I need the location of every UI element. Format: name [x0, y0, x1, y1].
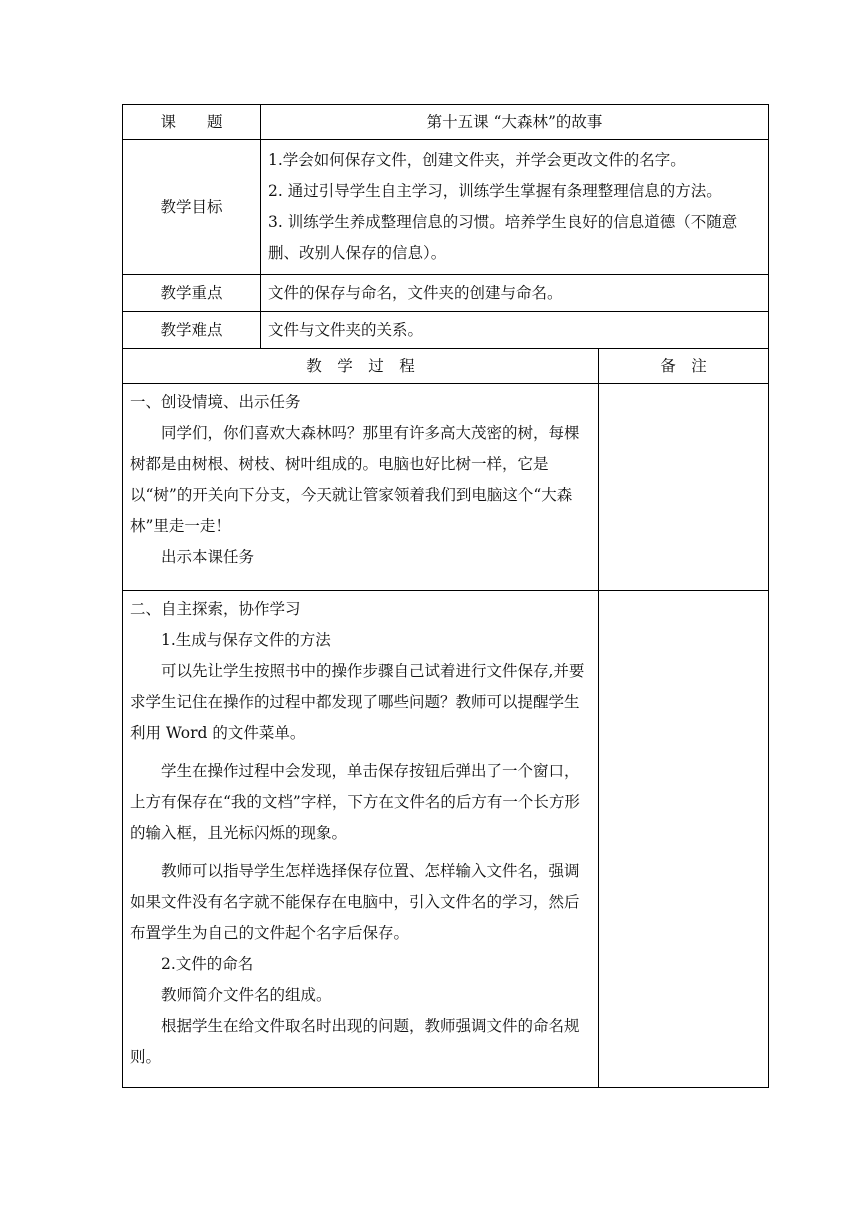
- section2-subheading: 1.生成与保存文件的方法: [161, 631, 331, 649]
- section2-paragraph: 学生在操作过程中会发现，单击保存按钮后弹出了一个窗口，上方有保存在“我的文档”字样，下方在文件名的后方有一个长方形的输入框，且光标闪烁的现象。: [130, 762, 580, 842]
- lesson-plan-table: [122, 104, 769, 1088]
- section1-notes: [599, 384, 769, 591]
- topic-row: [123, 105, 769, 140]
- difficulties-label: 教学难点: [123, 312, 261, 349]
- difficulties-value: 文件与文件夹的关系。: [261, 312, 769, 349]
- process-header-row: [123, 349, 769, 384]
- section1-paragraph: 出示本课任务: [161, 548, 255, 566]
- section2-notes: [599, 591, 769, 1088]
- section1-paragraph: 同学们，你们喜欢大森林吗？那里有许多高大茂密的树，每棵树都是由树根、树枝、树叶组成的。电脑也好比树一样，它是以“树”的开关向下分支，今天就让管家领着我们到电脑这个“大森林”里走一走！: [130, 424, 580, 535]
- section2-paragraph: 教师简介文件名的组成。: [161, 986, 332, 1004]
- goal-item: 1.学会如何保存文件，创建文件夹，并学会更改文件的名字。: [268, 151, 686, 169]
- topic-value: 第十五课 “大森林”的故事: [261, 105, 769, 140]
- difficulties-row: [123, 312, 769, 349]
- goals-content: [261, 140, 769, 275]
- section1-title: 一、创设情境、出示任务: [130, 393, 301, 411]
- key-points-value: 文件的保存与命名，文件夹的创建与命名。: [261, 275, 769, 312]
- process-header: 教 学 过 程: [123, 349, 599, 384]
- section2-row: [123, 591, 769, 1088]
- topic-label: 课 题: [123, 105, 261, 140]
- section1-content: [123, 384, 599, 591]
- section2-title: 二、自主探索，协作学习: [130, 600, 301, 618]
- section2-paragraph: 根据学生在给文件取名时出现的问题，教师强调文件的命名规则。: [130, 1017, 580, 1066]
- notes-header: 备 注: [599, 349, 769, 384]
- key-points-label: 教学重点: [123, 275, 261, 312]
- goal-item: 2. 通过引导学生自主学习，训练学生掌握有条理整理信息的方法。: [268, 182, 722, 200]
- goal-item: 3. 训练学生养成整理信息的习惯。培养学生良好的信息道德（不随意删、改别人保存的信息）。: [268, 213, 738, 262]
- section2-content: [123, 591, 599, 1088]
- section1-row: [123, 384, 769, 591]
- section2-paragraph: 教师可以指导学生怎样选择保存位置、怎样输入文件名，强调如果文件没有名字就不能保存在电脑中，引入文件名的学习，然后布置学生为自己的文件起个名字后保存。: [130, 862, 580, 942]
- section2-paragraph: 可以先让学生按照书中的操作步骤自己试着进行文件保存,并要求学生记住在操作的过程中都发现了哪些问题？教师可以提醒学生利用 Word 的文件菜单。: [130, 662, 585, 742]
- key-points-row: [123, 275, 769, 312]
- goals-label: 教学目标: [123, 140, 261, 275]
- goals-row: [123, 140, 769, 275]
- section2-subheading: 2.文件的命名: [161, 955, 254, 973]
